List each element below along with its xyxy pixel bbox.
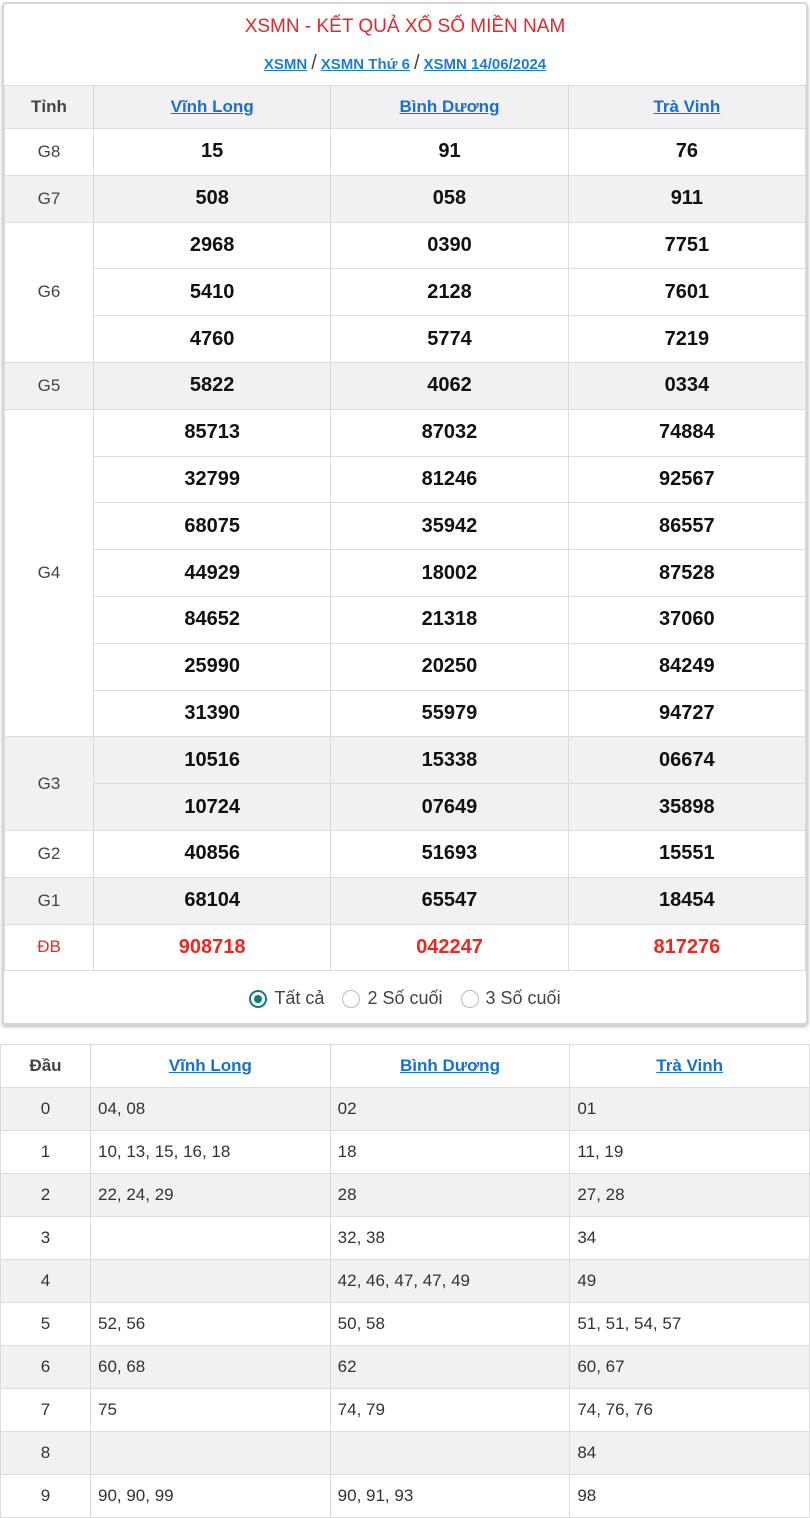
prize-number: 35942	[331, 503, 568, 550]
breadcrumb	[4, 44, 806, 85]
filter-option[interactable]	[461, 988, 561, 1009]
prize-label: G1	[5, 877, 94, 924]
prize-number: 2128	[331, 269, 568, 316]
prize-number: 92567	[568, 456, 805, 503]
head-digit: 6	[1, 1346, 91, 1389]
prize-number: 07649	[331, 784, 568, 831]
loto-numbers: 75	[91, 1389, 331, 1432]
loto-numbers: 84	[570, 1432, 810, 1475]
prize-number: 35898	[568, 784, 805, 831]
prize-number: 68075	[94, 503, 331, 550]
prize-row	[5, 784, 806, 831]
prize-number: 74884	[568, 409, 805, 456]
loto-row	[1, 1088, 810, 1131]
loto-numbers: 62	[330, 1346, 570, 1389]
loto-numbers: 60, 68	[91, 1346, 331, 1389]
loto-numbers: 18	[330, 1131, 570, 1174]
prize-label: G5	[5, 362, 94, 409]
breadcrumb-separator: /	[311, 52, 317, 74]
head-digit: 0	[1, 1088, 91, 1131]
province-header: Tỉnh	[5, 86, 94, 129]
prize-row	[5, 129, 806, 176]
breadcrumb-xsmn[interactable]: XSMN	[263, 56, 308, 73]
loto-numbers	[91, 1217, 331, 1260]
loto-numbers: 52, 56	[91, 1303, 331, 1346]
page-title: XSMN - KẾT QUẢ XỔ SỐ MIỀN NAM	[244, 16, 566, 37]
loto-numbers: 34	[570, 1217, 810, 1260]
loto-numbers: 51, 51, 54, 57	[570, 1303, 810, 1346]
prize-number: 508	[94, 175, 331, 222]
filter-option-label: 2 Số cuối	[367, 988, 443, 1009]
head-digit: 5	[1, 1303, 91, 1346]
prize-number: 7751	[568, 222, 805, 269]
loto-link-binh-duong[interactable]: Bình Dương	[400, 1056, 500, 1075]
loto-numbers	[91, 1432, 331, 1475]
loto-numbers: 74, 76, 76	[570, 1389, 810, 1432]
prize-label: ĐB	[5, 924, 94, 971]
prize-number: 20250	[331, 643, 568, 690]
loto-row	[1, 1432, 810, 1475]
loto-numbers: 90, 91, 93	[330, 1475, 570, 1518]
loto-row	[1, 1346, 810, 1389]
loto-numbers: 22, 24, 29	[91, 1174, 331, 1217]
prize-number: 32799	[94, 456, 331, 503]
prize-number: 911	[568, 175, 805, 222]
prize-number: 68104	[94, 877, 331, 924]
prize-number: 7601	[568, 269, 805, 316]
prize-number: 15	[94, 129, 331, 176]
loto-numbers	[330, 1432, 570, 1475]
prize-number: 817276	[568, 924, 805, 971]
loto-numbers: 10, 13, 15, 16, 18	[91, 1131, 331, 1174]
prize-number: 84249	[568, 643, 805, 690]
prize-row	[5, 409, 806, 456]
radio-icon[interactable]	[249, 990, 267, 1008]
prize-number: 15551	[568, 830, 805, 877]
prize-number: 81246	[331, 456, 568, 503]
filter-option[interactable]	[342, 988, 442, 1009]
head-digit-header: Đầu	[1, 1045, 91, 1088]
prize-row	[5, 596, 806, 643]
radio-icon[interactable]	[342, 990, 360, 1008]
loto-numbers: 49	[570, 1260, 810, 1303]
prize-number: 5410	[94, 269, 331, 316]
prize-number: 31390	[94, 690, 331, 737]
loto-link-tra-vinh[interactable]: Trà Vinh	[656, 1056, 724, 1075]
prize-number: 91	[331, 129, 568, 176]
prize-number: 06674	[568, 737, 805, 784]
prize-number: 0334	[568, 362, 805, 409]
digit-filter	[4, 971, 806, 1026]
loto-row	[1, 1389, 810, 1432]
loto-row	[1, 1174, 810, 1217]
prize-number: 51693	[331, 830, 568, 877]
prize-number: 87032	[331, 409, 568, 456]
loto-row	[1, 1131, 810, 1174]
loto-row	[1, 1303, 810, 1346]
prize-number: 5774	[331, 316, 568, 363]
head-digit: 1	[1, 1131, 91, 1174]
prize-label: G6	[5, 222, 94, 362]
prize-number: 86557	[568, 503, 805, 550]
head-digit: 3	[1, 1217, 91, 1260]
prize-label: G8	[5, 129, 94, 176]
prize-row	[5, 550, 806, 597]
prize-number: 76	[568, 129, 805, 176]
prize-number: 37060	[568, 596, 805, 643]
prize-row	[5, 316, 806, 363]
prize-number: 40856	[94, 830, 331, 877]
prize-label: G3	[5, 737, 94, 831]
loto-numbers: 60, 67	[570, 1346, 810, 1389]
filter-option[interactable]	[249, 988, 324, 1009]
prize-label: G4	[5, 409, 94, 737]
head-digit: 8	[1, 1432, 91, 1475]
head-digit: 2	[1, 1174, 91, 1217]
prize-number: 15338	[331, 737, 568, 784]
loto-numbers: 98	[570, 1475, 810, 1518]
prize-number: 65547	[331, 877, 568, 924]
head-digit: 7	[1, 1389, 91, 1432]
loto-numbers: 50, 58	[330, 1303, 570, 1346]
loto-numbers: 90, 90, 99	[91, 1475, 331, 1518]
prize-row	[5, 362, 806, 409]
prize-row	[5, 269, 806, 316]
breadcrumb-separator: /	[413, 52, 420, 74]
loto-numbers: 42, 46, 47, 47, 49	[330, 1260, 570, 1303]
prize-number: 4062	[331, 362, 568, 409]
province-link-vinh-long[interactable]: Vĩnh Long	[170, 97, 254, 116]
loto-link-vinh-long[interactable]: Vĩnh Long	[168, 1056, 252, 1075]
breadcrumb-date[interactable]: XSMN 14/06/2024	[423, 56, 547, 73]
prize-row	[5, 830, 806, 877]
prize-number: 55979	[331, 690, 568, 737]
prize-number: 84652	[94, 596, 331, 643]
prize-number: 4760	[94, 316, 331, 363]
prize-number: 10516	[94, 737, 331, 784]
head-digit: 4	[1, 1260, 91, 1303]
loto-numbers: 11, 19	[570, 1131, 810, 1174]
prize-row	[5, 924, 806, 971]
results-card	[2, 2, 808, 1025]
prize-row	[5, 643, 806, 690]
prize-number: 21318	[331, 596, 568, 643]
prize-number: 25990	[94, 643, 331, 690]
prize-number: 042247	[331, 924, 568, 971]
prize-number: 908718	[94, 924, 331, 971]
results-table	[4, 85, 806, 971]
prize-row	[5, 222, 806, 269]
prize-number: 87528	[568, 550, 805, 597]
loto-numbers	[91, 1260, 331, 1303]
loto-table	[0, 1044, 810, 1518]
prize-label: G2	[5, 830, 94, 877]
prize-number: 5822	[94, 362, 331, 409]
filter-option-label: Tất cả	[274, 988, 325, 1009]
prize-number: 18454	[568, 877, 805, 924]
loto-numbers: 02	[330, 1088, 570, 1131]
loto-numbers: 27, 28	[570, 1174, 810, 1217]
province-link-tra-vinh[interactable]: Trà Vinh	[653, 97, 721, 116]
prize-number: 18002	[331, 550, 568, 597]
prize-number: 85713	[94, 409, 331, 456]
head-digit: 9	[1, 1475, 91, 1518]
prize-row	[5, 690, 806, 737]
prize-row	[5, 737, 806, 784]
prize-row	[5, 877, 806, 924]
prize-number: 2968	[94, 222, 331, 269]
loto-row	[1, 1260, 810, 1303]
loto-numbers: 04, 08	[91, 1088, 331, 1131]
prize-number: 94727	[568, 690, 805, 737]
radio-icon[interactable]	[461, 990, 479, 1008]
prize-row	[5, 456, 806, 503]
prize-row	[5, 503, 806, 550]
prize-label: G7	[5, 175, 94, 222]
prize-number: 44929	[94, 550, 331, 597]
loto-numbers: 28	[330, 1174, 570, 1217]
loto-numbers: 01	[570, 1088, 810, 1131]
prize-number: 0390	[331, 222, 568, 269]
prize-row	[5, 175, 806, 222]
loto-numbers: 74, 79	[330, 1389, 570, 1432]
province-link-binh-duong[interactable]: Bình Dương	[399, 97, 500, 116]
loto-row	[1, 1475, 810, 1518]
loto-row	[1, 1217, 810, 1260]
filter-option-label: 3 Số cuối	[485, 988, 561, 1009]
loto-numbers: 32, 38	[330, 1217, 570, 1260]
prize-number: 7219	[568, 316, 805, 363]
prize-number: 058	[331, 175, 568, 222]
prize-number: 10724	[94, 784, 331, 831]
breadcrumb-weekday[interactable]: XSMN Thứ 6	[320, 56, 410, 73]
